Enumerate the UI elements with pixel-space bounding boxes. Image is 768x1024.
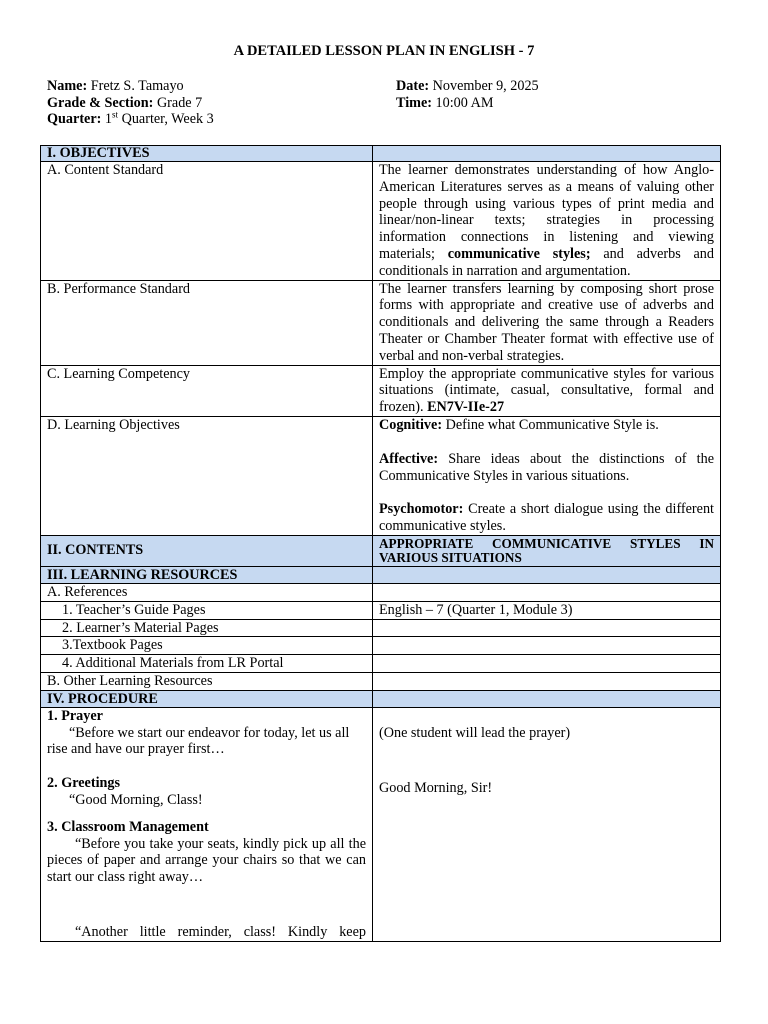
textbook-pages-label: 3.Textbook Pages — [41, 637, 373, 655]
objectives-section-row — [41, 146, 721, 162]
additional-materials-row — [41, 655, 721, 673]
greetings-title: 2. Greetings — [47, 775, 121, 792]
procedure-row — [41, 707, 721, 941]
lesson-plan-table — [40, 145, 721, 942]
teachers-guide-row — [41, 601, 721, 619]
contents-section-row — [41, 535, 721, 566]
time-value: 10:00 AM — [432, 95, 494, 111]
learning-competency-text: Employ the appropriate communicative styles for various situations (intimate, casual, consultative, formal and frozen). EN7V-IIe-27 — [373, 365, 721, 416]
performance-standard-row — [41, 280, 721, 365]
greetings-response: Good Morning, Sir! — [379, 779, 493, 796]
references-label: A. References — [41, 583, 373, 601]
contents-topic: APPROPRIATE COMMUNICATIVE STYLES IN VARIOUS SITUATIONS — [373, 535, 721, 566]
other-resources-label: B. Other Learning Resources — [41, 672, 373, 690]
quarter-rest: Quarter, Week 3 — [118, 111, 214, 127]
competency-code: EN7V-IIe-27 — [427, 399, 505, 416]
learning-objectives-text — [373, 416, 721, 535]
grade-line — [47, 95, 202, 112]
procedure-section-row — [41, 690, 721, 707]
reminder-text: “Another little reminder, class! Kindly keep — [75, 923, 366, 940]
performance-standard-text: The learner transfers learning by composing short prose forms with appropriate and creative use of adverbs and conditionals and delivering the same through a Readers Theater or Chamber Theater format with effective use of verbal and non-verbal strategies. — [373, 280, 721, 365]
quarter-ordinal: st — [112, 109, 119, 120]
procedure-teacher-activity — [41, 707, 373, 941]
grade-value: Grade 7 — [153, 95, 203, 111]
date-label: Date: — [396, 78, 430, 94]
teachers-guide-value: English – 7 (Quarter 1, Module 3) — [373, 601, 721, 619]
prayer-response: (One student will lead the prayer) — [379, 724, 571, 741]
cognitive-objective: Cognitive: Define what Communicative Style is. — [379, 416, 659, 433]
resources-heading: III. LEARNING RESOURCES — [41, 566, 373, 583]
other-resources-row — [41, 672, 721, 690]
learning-objectives-row — [41, 416, 721, 535]
performance-standard-label: B. Performance Standard — [41, 280, 373, 365]
learners-material-label: 2. Learner’s Material Pages — [41, 619, 373, 637]
quarter-label: Quarter: — [47, 111, 102, 127]
learning-competency-label: C. Learning Competency — [41, 365, 373, 416]
date-value: November 9, 2025 — [429, 78, 539, 94]
classroom-management-text: “Before you take your seats, kindly pick up all the pieces of paper and arrange your chairs so that we can start our class right away… — [47, 835, 366, 886]
procedure-student-activity — [373, 707, 721, 941]
content-standard-label: A. Content Standard — [41, 162, 373, 281]
quarter-number: 1 — [101, 111, 113, 127]
classroom-management-title: 3. Classroom Management — [47, 818, 209, 835]
communicative-styles-emphasis: communicative styles; — [447, 245, 591, 262]
psychomotor-objective: Psychomotor: Create a short dialogue using the different communicative styles. — [379, 501, 714, 535]
learning-objectives-label: D. Learning Objectives — [41, 416, 373, 535]
textbook-pages-row — [41, 637, 721, 655]
date-line — [396, 78, 539, 95]
content-standard-text: The learner demonstrates understanding of how Anglo-American Literatures serves as a means of valuing other people through using various types of print media and linear/non-linear texts; strategies in processing information connections in listening and viewing materials; communicative styles; and adverbs and conditionals in narration and argumentation. — [373, 162, 721, 281]
greetings-text: “Good Morning, Class! — [69, 791, 203, 808]
time-label: Time: — [396, 95, 432, 111]
additional-materials-label: 4. Additional Materials from LR Portal — [41, 655, 373, 673]
references-row — [41, 583, 721, 601]
grade-label: Grade & Section: — [47, 95, 154, 111]
content-standard-row — [41, 162, 721, 281]
teachers-guide-label: 1. Teacher’s Guide Pages — [41, 601, 373, 619]
prayer-text: “Before we start our endeavor for today, let us all rise and have our prayer first… — [47, 724, 350, 758]
learning-competency-row — [41, 365, 721, 416]
name-value: Fretz S. Tamayo — [87, 78, 184, 94]
quarter-line — [47, 111, 214, 128]
learners-material-row — [41, 619, 721, 637]
time-line — [396, 95, 494, 112]
name-line — [47, 78, 184, 95]
name-label: Name: — [47, 78, 88, 94]
procedure-heading: IV. PROCEDURE — [41, 690, 373, 707]
contents-heading: II. CONTENTS — [41, 535, 373, 566]
document-title: A DETAILED LESSON PLAN IN ENGLISH - 7 — [233, 43, 535, 59]
affective-objective: Affective: Share ideas about the distinctions of the Communicative Styles in various situations. — [379, 450, 714, 484]
objectives-heading: I. OBJECTIVES — [41, 146, 373, 162]
resources-section-row — [41, 566, 721, 583]
prayer-title: 1. Prayer — [47, 707, 103, 724]
